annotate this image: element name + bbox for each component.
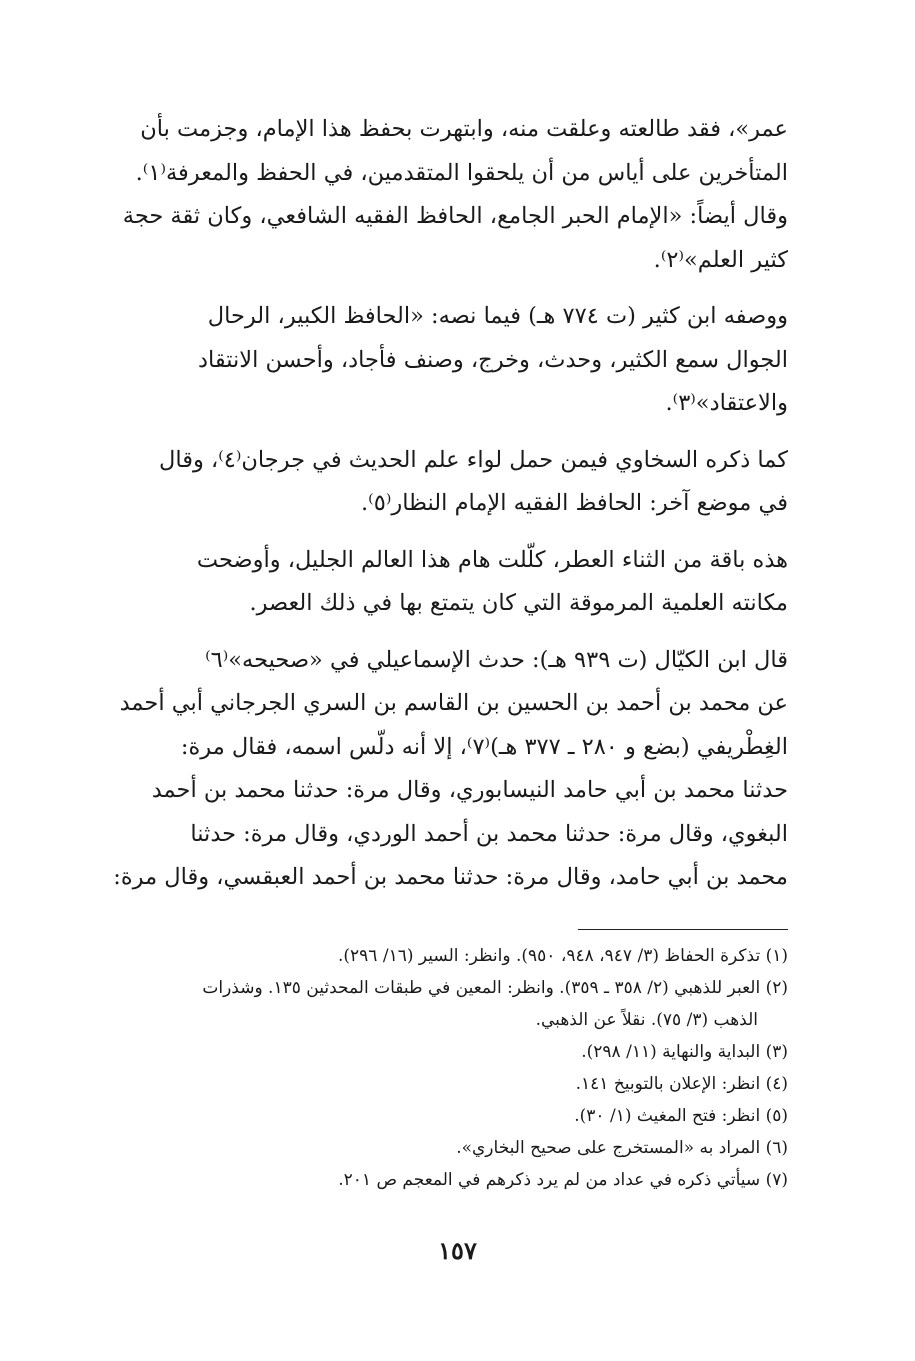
main-text [88, 108, 788, 913]
footnote-line: (٦) المراد به «المستخرج على صحيح البخاري». [456, 1138, 788, 1158]
text-line: البغوي، وقال مرة: حدثنا محمد بن أحمد الوردي، وقال مرة: حدثنا [190, 820, 788, 847]
paragraph-4 [88, 539, 788, 626]
footnote-5 [100, 1100, 788, 1132]
text-line: عمر»، فقد طالعته وعلقت منه، وابتهرت بحفظ هذا الإمام، وجزمت بأن [140, 116, 788, 142]
footnote-line: (٥) انظر: فتح المغيث (١/ ٣٠). [574, 1106, 788, 1126]
text-line: المتأخرين على أياس من أن يلحقوا المتقدمين، في الحفظ والمعرفة⁽١⁾. [135, 159, 788, 186]
paragraph-1 [88, 108, 788, 282]
text-line: محمد بن أبي حامد، وقال مرة: حدثنا محمد بن أحمد العبقسي، وقال مرة: [113, 864, 788, 890]
text-line: الجوال سمع الكثير، وحدث، وخرج، وصنف فأجاد، وأحسن الانتقاد [197, 346, 788, 373]
footnote-2 [100, 972, 788, 1036]
text-line: عن محمد بن أحمد بن الحسين بن القاسم بن السري الجرجاني أبي أحمد [119, 690, 788, 716]
text-line: في موضع آخر: الحافظ الفقيه الإمام النظار⁽٥⁾. [361, 490, 788, 516]
text-line: وقال أيضاً: «الإمام الحبر الجامع، الحافظ الفقيه الشافعي، وكان ثقة حجة [122, 203, 788, 229]
text-line: حدثنا محمد بن أبي حامد النيسابوري، وقال مرة: حدثنا محمد بن أحمد [151, 777, 788, 803]
text-line: قال ابن الكيّال (ت ٩٣٩ هـ): حدث الإسماعيلي في «صحيحه»⁽٦⁾ [205, 646, 788, 673]
text-line: الغِطْريفي (بضع و ٢٨٠ ـ ٣٧٧ هـ)⁽٧⁾، إلا أنه دلّس اسمه، فقال مرة: [180, 733, 788, 760]
footnote-line: (٧) سيأتي ذكره في عداد من لم يرد ذكرهم في المعجم ص ٢٠١. [338, 1170, 788, 1190]
footnote-line: (١) تذكرة الحفاظ (٣/ ٩٤٧، ٩٤٨، ٩٥٠). وانظر: السير (١٦/ ٢٩٦). [338, 946, 788, 966]
text-line: مكانته العلمية المرموقة التي كان يتمتع بها في ذلك العصر. [249, 590, 788, 616]
text-line: كما ذكره السخاوي فيمن حمل لواء علم الحديث في جرجان⁽٤⁾، وقال [158, 446, 788, 473]
footnote-3 [100, 1036, 788, 1068]
paragraph-2 [88, 295, 788, 426]
paragraph-3 [88, 439, 788, 526]
text-line: هذه باقة من الثناء العطر، كلّلت هام هذا العالم الجليل، وأوضحت [196, 546, 788, 573]
text-line: ووصفه ابن كثير (ت ٧٧٤ هـ) فيما نصه: «الحافظ الكبير، الرحال [207, 303, 788, 329]
footnote-6 [100, 1132, 788, 1164]
footnote-line: الذهب (٣/ ٧٥). نقلاً عن الذهبي. [535, 1010, 758, 1030]
text-line: والاعتقاد»⁽٣⁾. [665, 390, 788, 416]
paragraph-5 [88, 639, 788, 900]
footnote-line: (٤) انظر: الإعلان بالتوبيخ ١٤١. [575, 1074, 788, 1094]
footnote-1 [100, 940, 788, 972]
footnote-line: (٢) العبر للذهبي (٢/ ٣٥٨ ـ ٣٥٩). وانظر: المعين في طبقات المحدثين ١٣٥. وشذرات [202, 978, 788, 998]
footnotes [100, 940, 788, 1196]
footnote-7 [100, 1164, 788, 1196]
footnote-4 [100, 1068, 788, 1100]
page-number: ١٥٧ [438, 1236, 477, 1265]
footnote-line: (٣) البداية والنهاية (١١/ ٢٩٨). [581, 1042, 788, 1062]
text-line: كثير العلم»⁽٢⁾. [653, 246, 788, 273]
footnote-separator [578, 929, 788, 930]
